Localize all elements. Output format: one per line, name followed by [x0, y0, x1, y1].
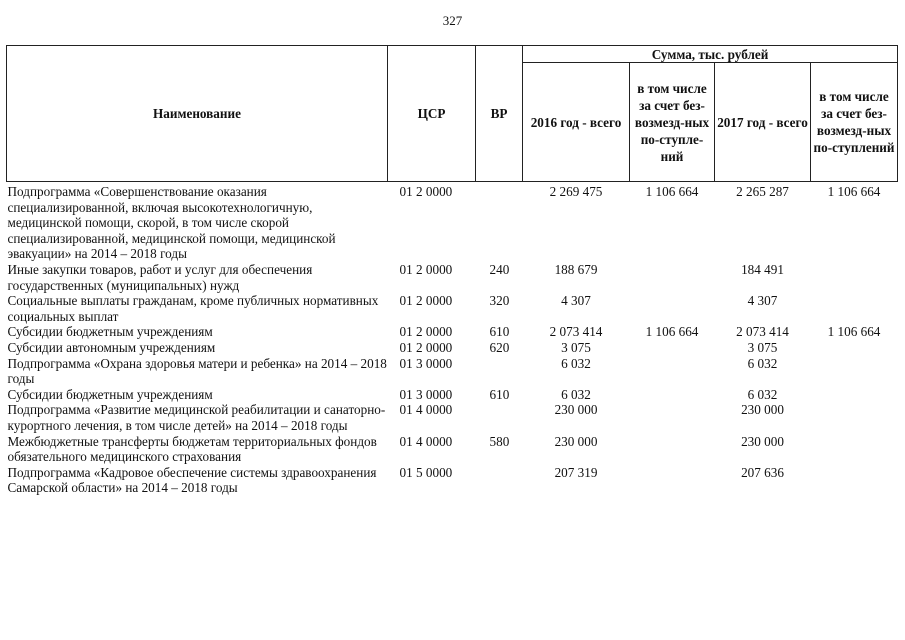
- budget-table: [6, 45, 898, 496]
- row-2017-grants: [811, 387, 898, 403]
- row-2017-total: 4 307: [747, 293, 778, 309]
- row-2016-total: 230 000: [554, 402, 598, 418]
- row-2016-total: 3 075: [561, 339, 591, 355]
- row-2017-grants: [811, 340, 898, 356]
- row-2016-total: 6 032: [561, 355, 591, 371]
- table-row: [7, 356, 898, 387]
- row-2017-grants: 1 106 664: [827, 324, 881, 340]
- row-name: Субсидии бюджетным учреждениям: [7, 324, 213, 340]
- row-2016-total: 2 269 475: [549, 184, 603, 199]
- row-2016-total: 207 319: [554, 464, 598, 480]
- table-row: [7, 293, 898, 324]
- table-row: [7, 182, 898, 262]
- row-2016-grants: 1 106 664: [645, 184, 699, 199]
- row-2016-total: 4 307: [561, 293, 591, 309]
- row-name: Социальные выплаты гражданам, кроме публичных нормативных социальных выплат: [7, 293, 379, 324]
- header-2016-grants: в том числе за счет без-возмезд-ных по-ступле-ний: [630, 63, 715, 182]
- table-body: [7, 182, 898, 496]
- row-2016-grants: [630, 387, 715, 403]
- row-name: Подпрограмма «Кадровое обеспечение системы здравоохранения Самарской области» на 2014 – 2018 годы: [7, 464, 377, 496]
- row-vr: [476, 182, 523, 262]
- row-2017-total: 6 032: [747, 386, 778, 402]
- row-vr: 620: [489, 339, 510, 355]
- row-2017-grants: [811, 465, 898, 496]
- row-vr: [476, 465, 523, 496]
- row-2017-total: 230 000: [741, 402, 784, 418]
- row-2017-grants: [811, 434, 898, 465]
- table-row: [7, 465, 898, 496]
- row-2017-grants: [811, 402, 898, 433]
- table-row: [7, 324, 898, 340]
- row-2017-total: 3 075: [747, 339, 778, 355]
- table-row: [7, 262, 898, 293]
- row-csr: 01 2 0000: [399, 261, 453, 277]
- row-name: Межбюджетные трансферты бюджетам территориальных фондов обязательного медицинского страхования: [7, 433, 377, 465]
- page-number: 327: [442, 13, 463, 28]
- row-2017-grants: [811, 262, 898, 293]
- row-vr: 610: [489, 324, 510, 340]
- row-csr: 01 3 0000: [399, 355, 453, 371]
- row-2017-total: 6 032: [747, 355, 778, 371]
- row-vr: [476, 356, 523, 387]
- row-2016-grants: [630, 356, 715, 387]
- row-2016-total: 230 000: [554, 433, 598, 449]
- row-2016-total: 188 679: [554, 261, 598, 277]
- row-csr: 01 5 0000: [399, 464, 453, 480]
- row-2016-total: 6 032: [561, 386, 591, 402]
- row-2016-grants: [630, 434, 715, 465]
- row-name: Субсидии автономным учреждениям: [7, 339, 216, 355]
- row-2016-grants: [630, 340, 715, 356]
- row-name: Иные закупки товаров, работ и услуг для обеспечения государственных (муниципальных) нужд: [7, 261, 313, 293]
- row-csr: 01 2 0000: [399, 339, 453, 355]
- table-row: [7, 340, 898, 356]
- row-csr: 01 4 0000: [399, 402, 453, 418]
- table-row: [7, 402, 898, 433]
- row-2017-grants: 1 106 664: [827, 184, 881, 199]
- row-vr: 240: [489, 261, 510, 277]
- row-csr: 01 2 0000: [399, 293, 453, 309]
- row-2016-grants: [630, 402, 715, 433]
- table-row: [7, 387, 898, 403]
- row-2017-total: 2 073 414: [736, 324, 789, 340]
- row-name: Подпрограмма «Развитие медицинской реабилитации и санаторно-курортного лечения, в том числе детей» на 2014 – 2018 годы: [7, 402, 386, 433]
- row-2017-grants: [811, 356, 898, 387]
- table-header: [7, 46, 898, 182]
- row-2017-total: 207 636: [741, 464, 784, 480]
- row-csr: 01 4 0000: [399, 433, 453, 449]
- row-vr: 580: [489, 433, 510, 449]
- header-2016-total: 2016 год - всего: [523, 63, 630, 182]
- row-2017-grants: [811, 293, 898, 324]
- header-sum-group: Сумма, тыс. рублей: [523, 46, 898, 63]
- row-2016-grants: [630, 293, 715, 324]
- header-vr: ВР: [476, 46, 523, 182]
- row-name: Субсидии бюджетным учреждениям: [7, 386, 213, 402]
- row-2017-total: 230 000: [741, 433, 784, 449]
- header-2017-grants: в том числе за счет без-возмезд-ных по-ступлений: [811, 63, 898, 182]
- row-2016-grants: [630, 262, 715, 293]
- header-name: Наименование: [7, 46, 388, 182]
- header-2017-total: 2017 год - всего: [715, 63, 811, 182]
- row-2016-grants: 1 106 664: [645, 324, 699, 340]
- table-row: [7, 434, 898, 465]
- row-name: Подпрограмма «Охрана здоровья матери и ребенка» на 2014 – 2018 годы: [7, 355, 387, 387]
- row-2017-total: 184 491: [741, 261, 784, 277]
- row-2017-total: 2 265 287: [736, 184, 789, 199]
- row-csr: 01 3 0000: [399, 386, 453, 402]
- row-csr: 01 2 0000: [399, 324, 453, 340]
- row-2016-grants: [630, 465, 715, 496]
- row-2016-total: 2 073 414: [549, 324, 603, 340]
- row-vr: 320: [489, 293, 510, 309]
- header-csr: ЦСР: [388, 46, 476, 182]
- row-name: Подпрограмма «Совершенствование оказания специализированной, включая высокотехнологичную, медицинской помощи, скорой, в том числе скорой специализированной, медицинской помощи, медицинской эвакуации» на 2014 – 2018 годы: [7, 184, 336, 262]
- row-vr: 610: [489, 386, 510, 402]
- row-csr: 01 2 0000: [399, 184, 453, 199]
- row-vr: [476, 402, 523, 433]
